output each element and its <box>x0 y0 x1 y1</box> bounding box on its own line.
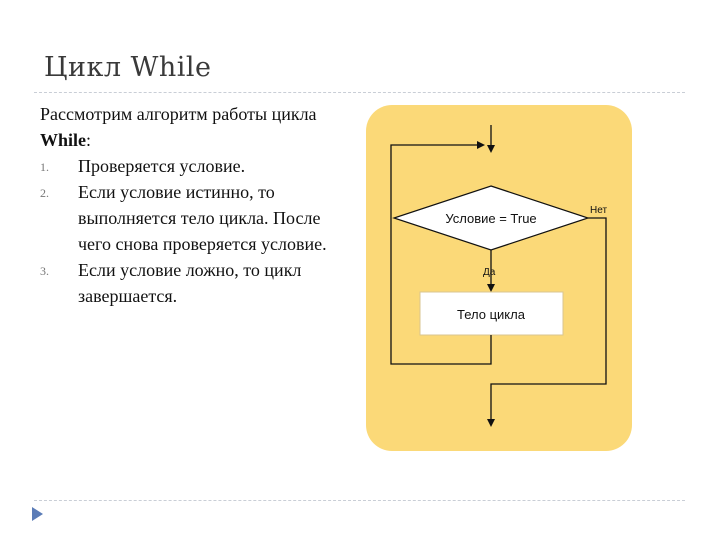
slide-body <box>40 101 340 309</box>
intro-keyword: While <box>40 130 87 150</box>
footer-divider <box>34 500 685 501</box>
condition-label: Условие = True <box>445 211 537 226</box>
list-item-text: Если условие истинно, то выполняется тело цикла. После чего снова проверяется условие. <box>78 182 327 254</box>
slide-title: Цикл While <box>44 52 212 83</box>
intro-suffix: : <box>86 130 92 150</box>
list-item <box>40 153 340 179</box>
list-item-text: Если условие ложно, то цикл завершается. <box>78 260 302 306</box>
list-item-text: Проверяется условие. <box>78 156 246 176</box>
while-flowchart <box>366 105 632 451</box>
steps-list <box>40 153 340 309</box>
list-number: 3. <box>40 264 49 278</box>
yes-label: Да <box>483 267 496 278</box>
list-item <box>40 257 340 309</box>
title-divider <box>34 92 685 93</box>
intro-text <box>40 101 340 153</box>
list-number: 2. <box>40 186 49 200</box>
list-number: 1. <box>40 160 49 174</box>
loop-body-label: Тело цикла <box>457 307 525 322</box>
intro-prefix: Рассмотрим алгоритм работы цикла <box>40 104 317 124</box>
no-label: Нет <box>590 205 608 216</box>
flowchart-svg <box>366 105 632 451</box>
flowchart-background <box>366 105 632 451</box>
play-arrow-icon[interactable] <box>32 507 43 521</box>
list-item <box>40 179 340 257</box>
